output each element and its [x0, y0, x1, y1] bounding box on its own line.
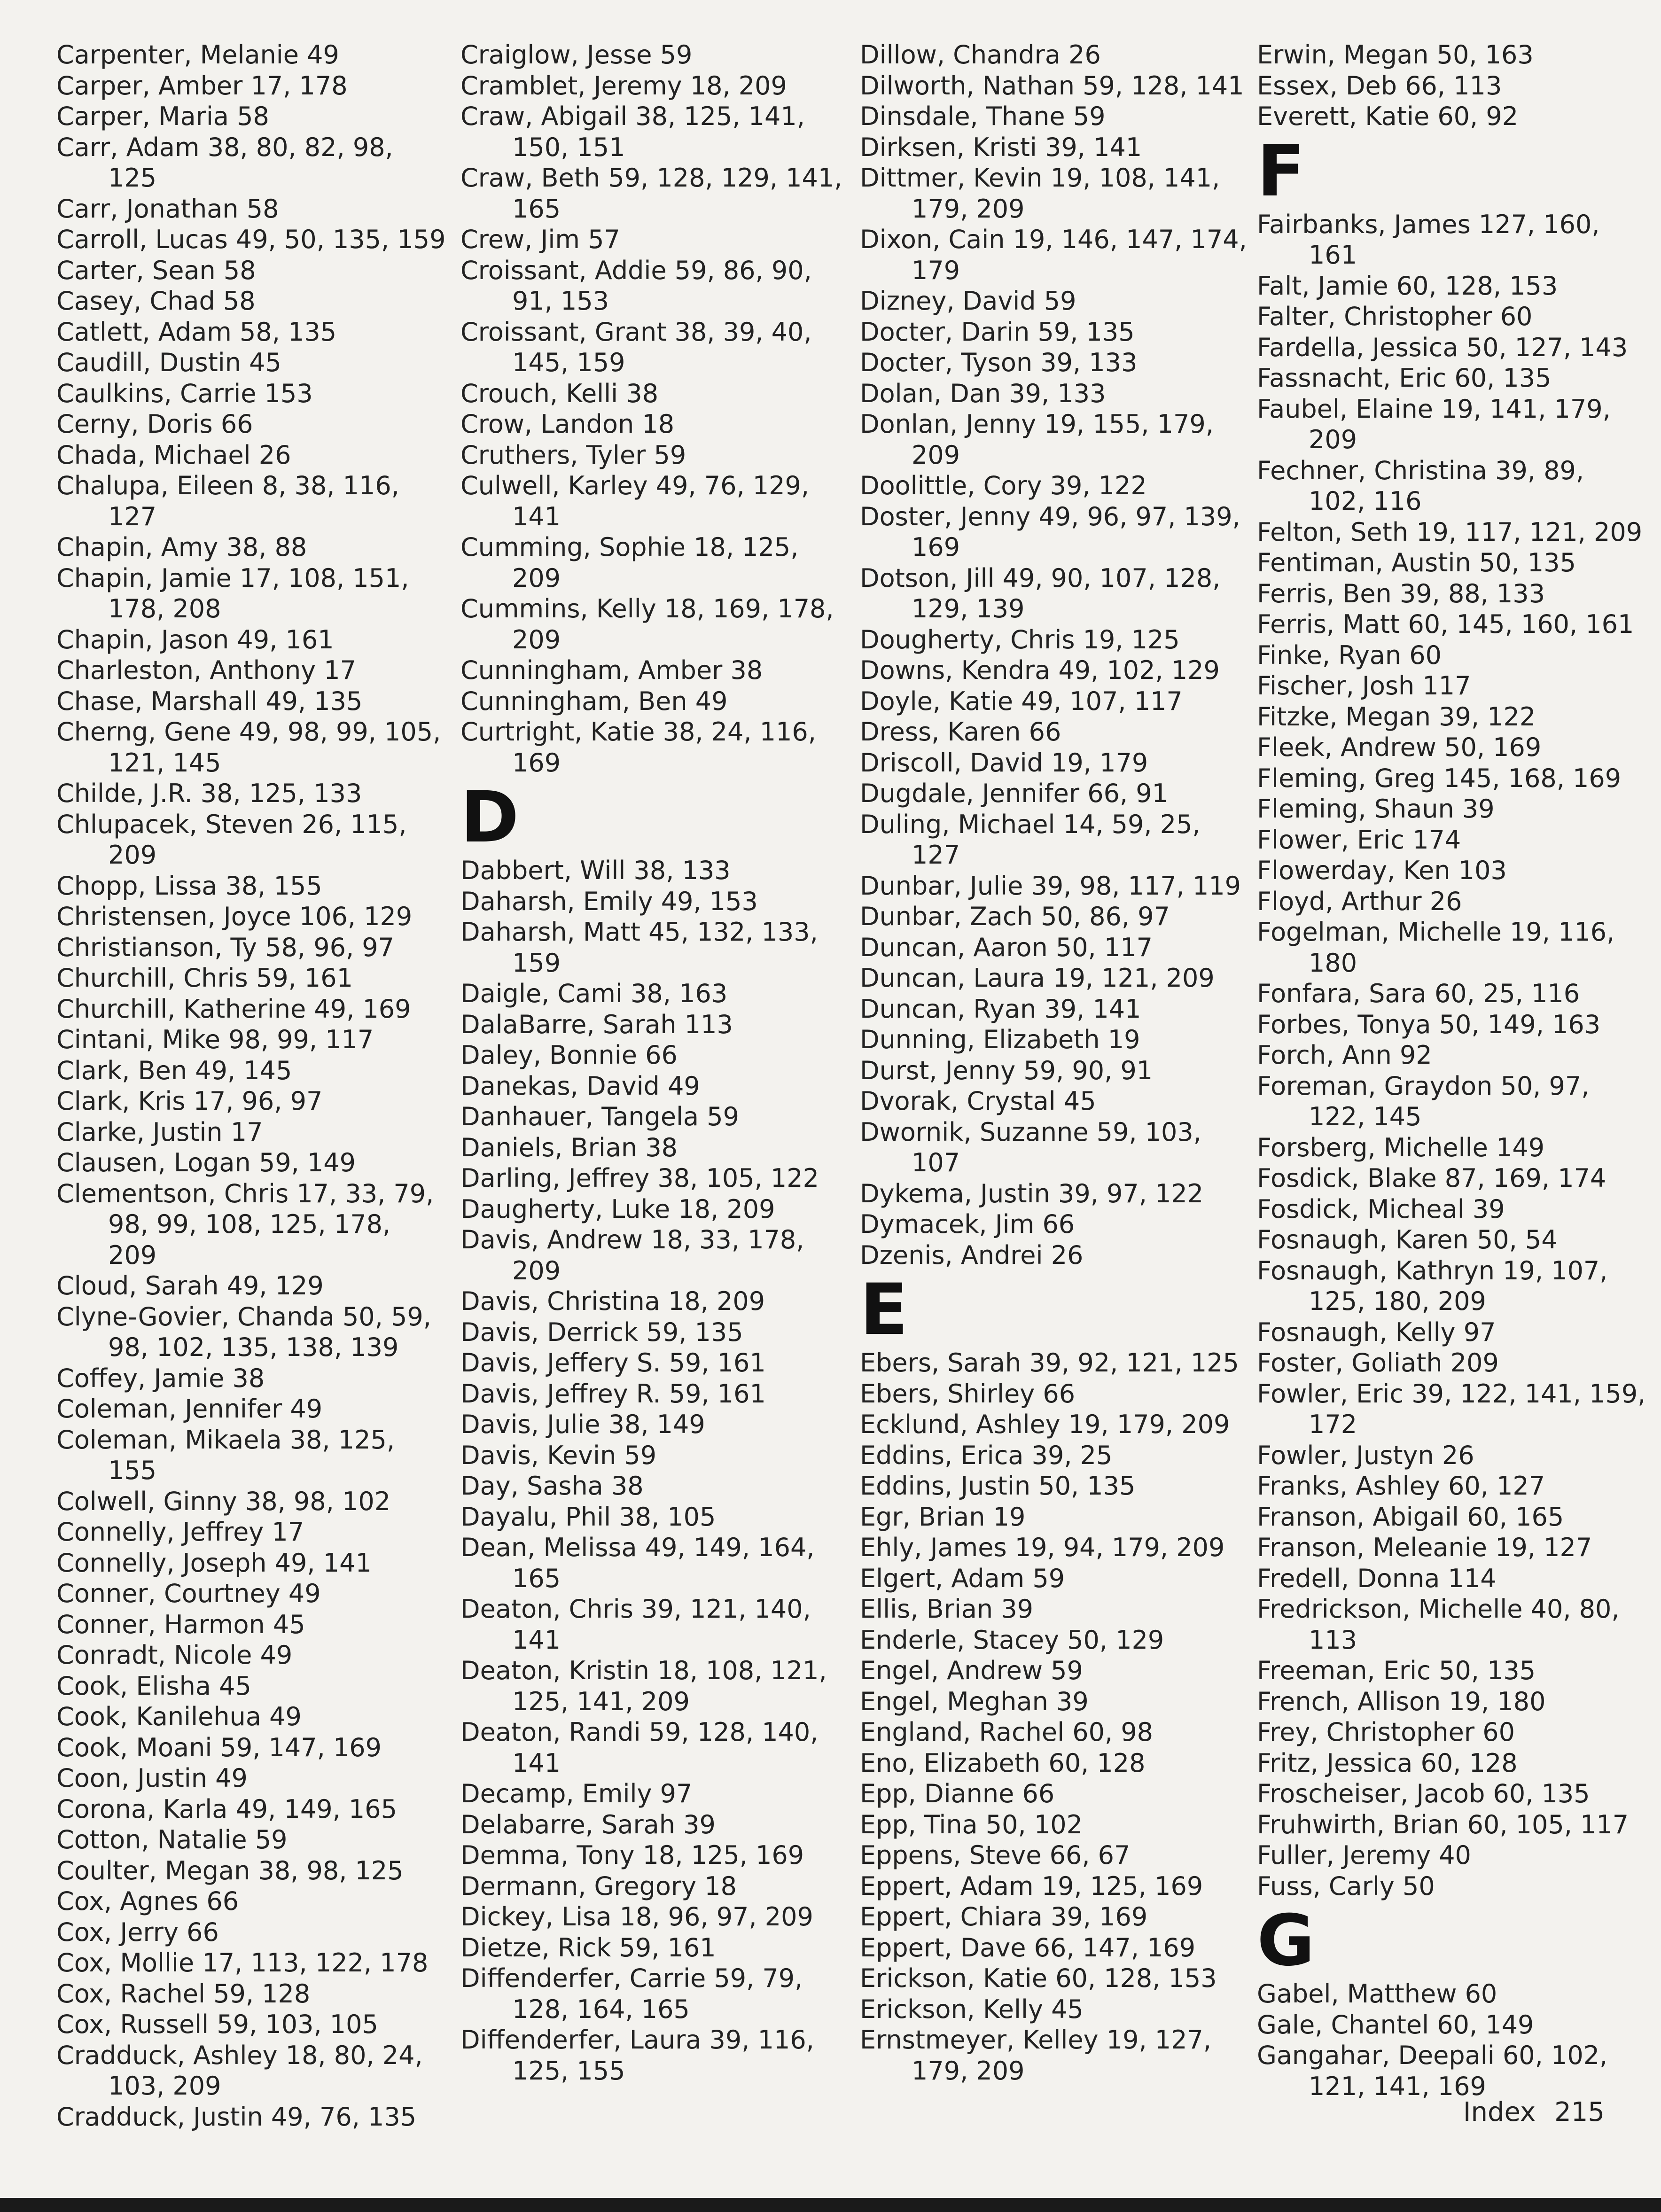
index-entry: Cramblet, Jeremy 18, 209: [460, 70, 787, 101]
index-entry: Fuss, Carly 50: [1257, 1871, 1435, 1901]
index-entry: Chapin, Amy 38, 88: [56, 532, 307, 562]
index-entry: Churchill, Chris 59, 161: [56, 963, 353, 993]
index-entry: Eno, Elizabeth 60, 128: [860, 1748, 1146, 1778]
index-entry: England, Rachel 60, 98: [860, 1717, 1154, 1747]
footer-label: Index: [1463, 2097, 1536, 2127]
index-entry: Caudill, Dustin 45: [56, 348, 281, 377]
index-entry: Eppens, Steve 66, 67: [860, 1840, 1131, 1870]
index-entry: Eppert, Dave 66, 147, 169: [860, 1932, 1196, 1963]
index-entry: Fosnaugh, Kelly 97: [1257, 1317, 1496, 1347]
index-entry: Engel, Meghan 39: [860, 1686, 1089, 1716]
index-entry: Dymacek, Jim 66: [860, 1209, 1075, 1239]
index-entry: Cunningham, Ben 49: [460, 686, 728, 716]
index-entry: Fleming, Greg 145, 168, 169: [1257, 763, 1622, 793]
index-entry: Downs, Kendra 49, 102, 129: [860, 655, 1220, 685]
index-entry: Froscheiser, Jacob 60, 135: [1257, 1779, 1590, 1808]
index-column-1: [56, 39, 446, 2132]
index-entry: Fairbanks, James 127, 160, 161: [1257, 209, 1600, 270]
index-entry: Cruthers, Tyler 59: [460, 440, 686, 470]
index-entry: Dietze, Rick 59, 161: [460, 1932, 716, 1963]
index-entry: Danhauer, Tangela 59: [460, 1102, 740, 1131]
index-entry: Fonfara, Sara 60, 25, 116: [1257, 979, 1580, 1008]
index-entry: Coulter, Megan 38, 98, 125: [56, 1855, 404, 1885]
index-entry: Christensen, Joyce 106, 129: [56, 902, 413, 931]
index-entry: Diffenderfer, Carrie 59, 79, 128, 164, 165: [460, 1963, 803, 2024]
index-entry: Decamp, Emily 97: [460, 1779, 693, 1808]
index-entry: Cradduck, Ashley 18, 80, 24, 103, 209: [56, 2040, 423, 2101]
index-entry: Cox, Mollie 17, 113, 122, 178: [56, 1948, 429, 1978]
index-entry: Fredell, Donna 114: [1257, 1563, 1497, 1593]
index-entry: Eppert, Chiara 39, 169: [860, 1902, 1148, 1932]
index-entry: Ecklund, Ashley 19, 179, 209: [860, 1410, 1230, 1439]
index-entry: Daugherty, Luke 18, 209: [460, 1194, 775, 1224]
index-entry: Deaton, Randi 59, 128, 140, 141: [460, 1717, 819, 1778]
index-entry: Clementson, Chris 17, 33, 79, 98, 99, 108, 125, 178, 209: [56, 1178, 434, 1270]
index-entry: Dixon, Cain 19, 146, 147, 174, 179: [860, 225, 1247, 285]
index-entry: Crow, Landon 18: [460, 409, 675, 439]
index-entry: Dress, Karen 66: [860, 717, 1061, 747]
index-entry: Fitzke, Megan 39, 122: [1257, 701, 1536, 732]
index-entry: Dwornik, Suzanne 59, 103, 107: [860, 1117, 1201, 1177]
index-entry: Fleek, Andrew 50, 169: [1257, 732, 1542, 762]
index-entry: Caulkins, Carrie 153: [56, 378, 313, 408]
index-entry: Catlett, Adam 58, 135: [56, 317, 337, 347]
index-entry: Cox, Rachel 59, 128: [56, 1978, 311, 2009]
index-entry: Chlupacek, Steven 26, 115, 209: [56, 809, 407, 870]
index-entry: Coon, Justin 49: [56, 1763, 248, 1793]
index-entry: Dayalu, Phil 38, 105: [460, 1502, 716, 1532]
index-entry: Daharsh, Matt 45, 132, 133, 159: [460, 917, 818, 978]
index-entry: Epp, Tina 50, 102: [860, 1809, 1083, 1839]
index-entry: Eddins, Erica 39, 25: [860, 1440, 1113, 1470]
index-entry: Cummins, Kelly 18, 169, 178, 209: [460, 594, 834, 654]
index-entry: Duncan, Laura 19, 121, 209: [860, 963, 1215, 993]
section-letter: G: [1257, 1900, 1315, 1982]
index-entry: Carroll, Lucas 49, 50, 135, 159: [56, 225, 446, 254]
index-entry: Craw, Beth 59, 128, 129, 141, 165: [460, 163, 842, 224]
index-entry: Coleman, Mikaela 38, 125, 155: [56, 1425, 395, 1485]
index-entry: Felton, Seth 19, 117, 121, 209: [1257, 517, 1643, 547]
page-number: 215: [1554, 2097, 1605, 2127]
index-entry: Dilworth, Nathan 59, 128, 141: [860, 70, 1244, 101]
index-entry: Fleming, Shaun 39: [1257, 794, 1495, 824]
index-entry: Cox, Russell 59, 103, 105: [56, 2009, 378, 2039]
index-entry: Driscoll, David 19, 179: [860, 748, 1148, 778]
index-entry: Darling, Jeffrey 38, 105, 122: [460, 1163, 819, 1193]
index-entry: Chopp, Lissa 38, 155: [56, 871, 322, 901]
index-entry: Chase, Marshall 49, 135: [56, 686, 363, 716]
index-entry: Egr, Brian 19: [860, 1502, 1026, 1532]
index-entry: Elgert, Adam 59: [860, 1563, 1065, 1593]
index-entry: Corona, Karla 49, 149, 165: [56, 1794, 397, 1824]
index-entry: Fardella, Jessica 50, 127, 143: [1257, 332, 1628, 362]
index-entry: Casey, Chad 58: [56, 286, 256, 316]
index-entry: Dillow, Chandra 26: [860, 40, 1101, 70]
index-entry: Dean, Melissa 49, 149, 164, 165: [460, 1533, 815, 1593]
index-entry: Dvorak, Crystal 45: [860, 1086, 1096, 1116]
index-entry: Forbes, Tonya 50, 149, 163: [1257, 1009, 1601, 1039]
index-entry: Dizney, David 59: [860, 286, 1076, 316]
index-entry: Croissant, Addie 59, 86, 90, 91, 153: [460, 255, 812, 316]
index-entry: Forch, Ann 92: [1257, 1040, 1432, 1070]
index-entry: Clarke, Justin 17: [56, 1117, 263, 1147]
index-entry: Duncan, Ryan 39, 141: [860, 994, 1141, 1024]
index-entry: Gangahar, Deepali 60, 102, 121, 141, 169: [1257, 2041, 1608, 2101]
index-entry: Floyd, Arthur 26: [1257, 886, 1462, 916]
index-entry: Everett, Katie 60, 92: [1257, 101, 1519, 131]
index-entry: Connelly, Joseph 49, 141: [56, 1548, 372, 1578]
index-entry: Dougherty, Chris 19, 125: [860, 624, 1180, 654]
section-letter: F: [1257, 130, 1305, 212]
index-entry: Gabel, Matthew 60: [1257, 1979, 1497, 2009]
index-entry: Connelly, Jeffrey 17: [56, 1517, 304, 1547]
index-entry: Fuller, Jeremy 40: [1257, 1840, 1471, 1870]
index-entry: Franson, Meleanie 19, 127: [1257, 1533, 1592, 1562]
index-entry: Colwell, Ginny 38, 98, 102: [56, 1486, 391, 1516]
index-entry: Fruhwirth, Brian 60, 105, 117: [1257, 1809, 1629, 1839]
index-entry: Chapin, Jason 49, 161: [56, 624, 334, 654]
index-entry: Fredrickson, Michelle 40, 80, 113: [1257, 1594, 1620, 1655]
index-entry: Fechner, Christina 39, 89, 102, 116: [1257, 455, 1584, 516]
index-entry: Deaton, Chris 39, 121, 140, 141: [460, 1594, 811, 1655]
index-entry: Carr, Adam 38, 80, 82, 98, 125: [56, 132, 393, 193]
index-entry: Conner, Courtney 49: [56, 1579, 321, 1608]
index-entry: Conner, Harmon 45: [56, 1609, 305, 1639]
index-entry: Duling, Michael 14, 59, 25, 127: [860, 809, 1201, 870]
index-entry: Falter, Christopher 60: [1257, 302, 1533, 331]
index-entry: Fosdick, Micheal 39: [1257, 1194, 1505, 1224]
page-footer: [1444, 2097, 1605, 2127]
index-entry: Daigle, Cami 38, 163: [460, 979, 728, 1008]
index-entry: Flowerday, Ken 103: [1257, 856, 1507, 885]
index-entry: Frey, Christopher 60: [1257, 1717, 1515, 1747]
index-entry: Clausen, Logan 59, 149: [56, 1148, 356, 1177]
index-entry: Dermann, Gregory 18: [460, 1871, 737, 1901]
index-entry: Clark, Kris 17, 96, 97: [56, 1086, 323, 1116]
index-entry: Chapin, Jamie 17, 108, 151, 178, 208: [56, 563, 409, 623]
index-entry: Dunbar, Zach 50, 86, 97: [860, 902, 1170, 931]
index-entry: Fentiman, Austin 50, 135: [1257, 548, 1576, 577]
index-entry: DalaBarre, Sarah 113: [460, 1009, 733, 1039]
index-entry: Daley, Bonnie 66: [460, 1040, 678, 1070]
index-entry: Durst, Jenny 59, 90, 91: [860, 1055, 1153, 1085]
index-entry: Clark, Ben 49, 145: [56, 1055, 292, 1085]
index-entry: Foster, Goliath 209: [1257, 1348, 1499, 1378]
index-entry: Carper, Maria 58: [56, 101, 269, 131]
index-entry: Craw, Abigail 38, 125, 141, 150, 151: [460, 101, 805, 162]
index-entry: Cook, Elisha 45: [56, 1671, 251, 1701]
index-entry: Davis, Derrick 59, 135: [460, 1317, 743, 1347]
index-entry: Cunningham, Amber 38: [460, 655, 763, 685]
index-entry: Dabbert, Will 38, 133: [460, 856, 731, 885]
index-entry: Davis, Julie 38, 149: [460, 1410, 705, 1439]
index-entry: Crouch, Kelli 38: [460, 378, 659, 408]
index-entry: Docter, Tyson 39, 133: [860, 348, 1138, 377]
index-entry: Doster, Jenny 49, 96, 97, 139, 169: [860, 501, 1240, 562]
index-entry: Duncan, Aaron 50, 117: [860, 932, 1153, 962]
index-entry: Diffenderfer, Laura 39, 116, 125, 155: [460, 2025, 814, 2086]
index-entry: Cook, Moani 59, 147, 169: [56, 1732, 382, 1762]
index-entry: Doyle, Katie 49, 107, 117: [860, 686, 1183, 716]
index-entry: Culwell, Karley 49, 76, 129, 141: [460, 471, 810, 531]
index-entry: Faubel, Elaine 19, 141, 179, 209: [1257, 394, 1611, 454]
index-entry: Ebers, Sarah 39, 92, 121, 125: [860, 1348, 1239, 1378]
index-entry: Fogelman, Michelle 19, 116, 180: [1257, 917, 1615, 978]
index-entry: Cook, Kanilehua 49: [56, 1702, 302, 1731]
index-entry: Carr, Jonathan 58: [56, 194, 279, 224]
index-entry: Croissant, Grant 38, 39, 40, 145, 159: [460, 317, 812, 377]
index-entry: Demma, Tony 18, 125, 169: [460, 1840, 804, 1870]
index-entry: Danekas, David 49: [460, 1071, 700, 1101]
index-entry: Dunning, Elizabeth 19: [860, 1025, 1140, 1054]
index-entry: Conradt, Nicole 49: [56, 1640, 293, 1670]
index-entry: Essex, Deb 66, 113: [1257, 70, 1502, 101]
index-entry: Eddins, Justin 50, 135: [860, 1471, 1136, 1501]
index-entry: Ernstmeyer, Kelley 19, 127, 179, 209: [860, 2025, 1212, 2086]
index-entry: Chada, Michael 26: [56, 440, 291, 470]
index-entry: Ehly, James 19, 94, 179, 209: [860, 1533, 1225, 1562]
index-entry: Dunbar, Julie 39, 98, 117, 119: [860, 871, 1241, 901]
index-entry: Davis, Kevin 59: [460, 1440, 657, 1470]
index-entry: Fosnaugh, Kathryn 19, 107, 125, 180, 209: [1257, 1255, 1608, 1316]
index-column-4: [1257, 39, 1647, 2102]
index-entry: Churchill, Katherine 49, 169: [56, 994, 411, 1024]
index-entry: Eppert, Adam 19, 125, 169: [860, 1871, 1203, 1901]
index-entry: Doolittle, Cory 39, 122: [860, 471, 1147, 500]
index-entry: Day, Sasha 38: [460, 1471, 644, 1501]
index-entry: Coffey, Jamie 38: [56, 1363, 265, 1393]
bottom-edge-band: [0, 2198, 1661, 2212]
index-entry: Cintani, Mike 98, 99, 117: [56, 1025, 374, 1054]
index-entry: Ferris, Ben 39, 88, 133: [1257, 578, 1545, 608]
index-entry: Fassnacht, Eric 60, 135: [1257, 363, 1552, 393]
index-entry: Engel, Andrew 59: [860, 1656, 1083, 1685]
index-entry: Daharsh, Emily 49, 153: [460, 886, 758, 916]
index-entry: Dolan, Dan 39, 133: [860, 378, 1106, 408]
index-entry: Dotson, Jill 49, 90, 107, 128, 129, 139: [860, 563, 1221, 623]
index-entry: Carper, Amber 17, 178: [56, 70, 348, 101]
index-column-3: [860, 39, 1250, 2086]
index-entry: Fritz, Jessica 60, 128: [1257, 1748, 1518, 1778]
index-entry: Docter, Darin 59, 135: [860, 317, 1135, 347]
index-entry: Carter, Sean 58: [56, 255, 256, 285]
index-entry: Erickson, Kelly 45: [860, 1994, 1084, 2024]
index-entry: Dirksen, Kristi 39, 141: [860, 132, 1142, 162]
index-entry: Finke, Ryan 60: [1257, 640, 1442, 670]
index-column-2: [460, 39, 850, 2086]
index-entry: Franson, Abigail 60, 165: [1257, 1502, 1564, 1532]
index-entry: Clyne-Govier, Chanda 50, 59, 98, 102, 135, 138, 139: [56, 1301, 431, 1362]
index-entry: Cox, Agnes 66: [56, 1886, 239, 1916]
index-entry: Cherng, Gene 49, 98, 99, 105, 121, 145: [56, 717, 441, 778]
index-entry: Cumming, Sophie 18, 125, 209: [460, 532, 799, 593]
index-entry: Ebers, Shirley 66: [860, 1379, 1076, 1409]
index-entry: Cotton, Natalie 59: [56, 1825, 288, 1854]
index-entry: Falt, Jamie 60, 128, 153: [1257, 271, 1558, 301]
index-entry: Dittmer, Kevin 19, 108, 141, 179, 209: [860, 163, 1220, 224]
index-entry: Daniels, Brian 38: [460, 1132, 678, 1162]
index-entry: Davis, Jeffrey R. 59, 161: [460, 1379, 766, 1409]
index-entry: Childe, J.R. 38, 125, 133: [56, 779, 362, 808]
index-entry: Forsberg, Michelle 149: [1257, 1132, 1545, 1162]
index-entry: Cox, Jerry 66: [56, 1917, 219, 1947]
index-entry: Chalupa, Eileen 8, 38, 116, 127: [56, 471, 399, 531]
index-entry: Foreman, Graydon 50, 97, 122, 145: [1257, 1071, 1590, 1131]
index-entry: Crew, Jim 57: [460, 225, 620, 254]
index-entry: Curtright, Katie 38, 24, 116, 169: [460, 717, 816, 778]
index-entry: Fischer, Josh 117: [1257, 671, 1471, 701]
section-letter: E: [860, 1269, 908, 1351]
index-entry: Dugdale, Jennifer 66, 91: [860, 779, 1168, 808]
index-entry: Epp, Dianne 66: [860, 1779, 1055, 1808]
index-entry: Davis, Andrew 18, 33, 178, 209: [460, 1225, 804, 1285]
index-entry: Fosdick, Blake 87, 169, 174: [1257, 1163, 1606, 1193]
index-entry: Davis, Jeffery S. 59, 161: [460, 1348, 766, 1378]
index-entry: Davis, Christina 18, 209: [460, 1286, 765, 1316]
index-entry: Carpenter, Melanie 49: [56, 40, 339, 70]
index-entry: Deaton, Kristin 18, 108, 121, 125, 141, 209: [460, 1656, 827, 1716]
index-entry: Cerny, Doris 66: [56, 409, 253, 439]
index-entry: Enderle, Stacey 50, 129: [860, 1625, 1164, 1655]
index-entry: Charleston, Anthony 17: [56, 655, 357, 685]
index-entry: Dinsdale, Thane 59: [860, 101, 1106, 131]
index-entry: Fowler, Justyn 26: [1257, 1440, 1474, 1470]
index-entry: Fowler, Eric 39, 122, 141, 159, 172: [1257, 1379, 1646, 1439]
index-entry: Gale, Chantel 60, 149: [1257, 2009, 1534, 2040]
index-entry: Ellis, Brian 39: [860, 1594, 1034, 1624]
index-entry: Dzenis, Andrei 26: [860, 1240, 1084, 1270]
index-entry: Cradduck, Justin 49, 76, 135: [56, 2102, 417, 2132]
index-entry: French, Allison 19, 180: [1257, 1686, 1546, 1716]
index-entry: Freeman, Eric 50, 135: [1257, 1656, 1536, 1685]
section-letter: D: [460, 777, 519, 858]
index-entry: Fosnaugh, Karen 50, 54: [1257, 1225, 1558, 1254]
index-entry: Craiglow, Jesse 59: [460, 40, 693, 70]
index-entry: Donlan, Jenny 19, 155, 179, 209: [860, 409, 1214, 470]
index-entry: Dykema, Justin 39, 97, 122: [860, 1178, 1204, 1208]
index-entry: Coleman, Jennifer 49: [56, 1394, 323, 1424]
index-entry: Delabarre, Sarah 39: [460, 1809, 716, 1839]
index-entry: Flower, Eric 174: [1257, 825, 1461, 855]
index-entry: Cloud, Sarah 49, 129: [56, 1271, 324, 1301]
index-entry: Dickey, Lisa 18, 96, 97, 209: [460, 1902, 813, 1932]
index-entry: Christianson, Ty 58, 96, 97: [56, 932, 394, 962]
index-entry: Erwin, Megan 50, 163: [1257, 40, 1534, 70]
index-entry: Erickson, Katie 60, 128, 153: [860, 1963, 1217, 1993]
index-entry: Franks, Ashley 60, 127: [1257, 1471, 1545, 1501]
index-entry: Ferris, Matt 60, 145, 160, 161: [1257, 609, 1634, 639]
